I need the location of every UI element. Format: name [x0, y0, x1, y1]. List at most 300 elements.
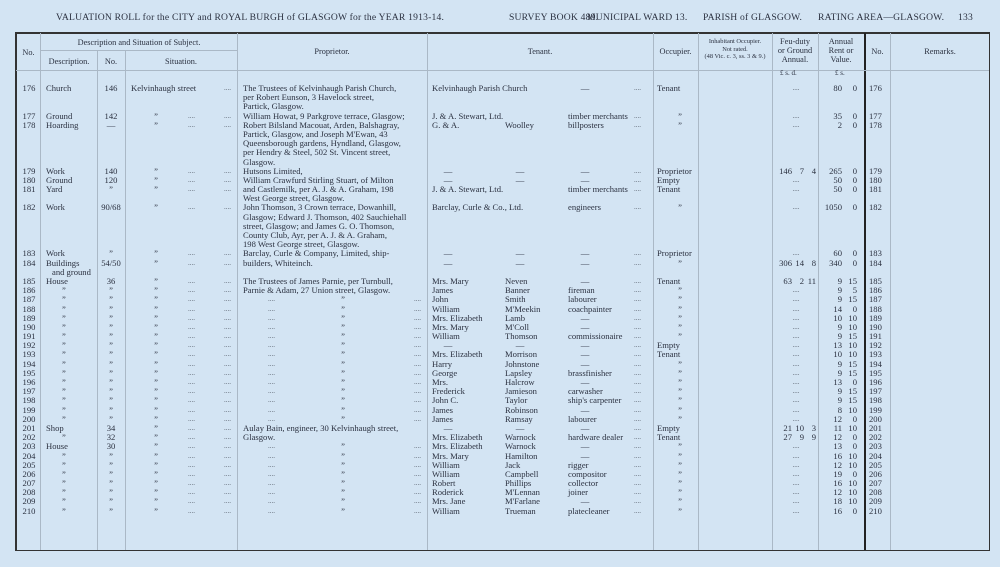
leader-dots: .... [224, 368, 231, 377]
occupier: ” [678, 367, 682, 378]
occupier: ” [678, 303, 682, 314]
entry-number-right: 206 [869, 468, 882, 479]
tenant-occupation: rigger [568, 459, 589, 470]
annual-value-pounds: 16 [833, 478, 842, 489]
feu-duty-pence: 4 [811, 165, 816, 176]
annual-value-shillings: 15 [848, 386, 857, 397]
annual-value-pounds: 60 [833, 248, 842, 259]
leader-dots: .... [634, 451, 641, 460]
description: ” [62, 358, 66, 369]
tenant-occupation: — [580, 340, 590, 351]
description: ” [62, 377, 66, 387]
occupier: Tenant [657, 184, 681, 195]
situation-ditto: ” [154, 367, 158, 378]
leader-dots: .... [224, 166, 231, 175]
occupier: ” [678, 386, 682, 397]
entry-number: 206 [22, 468, 36, 479]
table-row [0, 112, 1000, 121]
tenant-first-name: James [432, 285, 454, 296]
leader-dots: .... [188, 120, 195, 129]
feu-duty-shillings: 9 [799, 432, 804, 443]
entry-number: 201 [22, 422, 36, 433]
leader-dots: .... [414, 488, 421, 497]
street-number: ” [109, 349, 113, 360]
tenant-first-name: James [432, 413, 454, 424]
tenant-first-name: Barclay, Curle & Co., Ltd. [432, 202, 524, 213]
street-number: ” [109, 413, 113, 424]
occupier: ” [678, 312, 682, 323]
situation-ditto: ” [154, 174, 158, 185]
leader-dots: .... [188, 460, 195, 469]
description: ” [62, 321, 66, 332]
entry-number: 208 [22, 487, 36, 498]
proprietor-ditto: ” [341, 459, 345, 470]
situation: Kelvinhaugh street [131, 83, 197, 93]
tenant-occupation: joiner [568, 487, 589, 498]
leader-dots: .... [268, 350, 275, 359]
leader-dots: .... [414, 451, 421, 460]
leader-dots: .... [224, 359, 231, 368]
tenant-surname: — [515, 340, 525, 351]
table-row-continuation [0, 213, 1000, 222]
leader-dots: .... [268, 332, 275, 341]
description: Church [46, 83, 72, 93]
tenant-first-name: John [432, 294, 449, 305]
street-number: 142 [104, 110, 118, 121]
col-header-number: No. [104, 57, 118, 66]
proprietor: John Thomson, 3 Crown terrace, Dowanhill, [243, 202, 397, 213]
situation-ditto: ” [154, 478, 158, 489]
table-row-continuation [0, 222, 1000, 231]
occupier: Tenant [657, 349, 681, 360]
leader-dots: .... [268, 359, 275, 368]
leader-dots: .... [268, 506, 275, 515]
leader-dots: .... [268, 488, 275, 497]
leader-dots: .... [414, 341, 421, 350]
situation-ditto: ” [154, 358, 158, 369]
annual-value-shillings: 10 [848, 478, 857, 489]
proprietor: The Trustees of Kelvinhaugh Parish Church, [243, 83, 397, 93]
feu-duty-empty: .... [792, 396, 800, 405]
table-row-continuation [0, 231, 1000, 240]
description: ” [62, 367, 66, 378]
situation-ditto: ” [154, 110, 158, 121]
table-row [0, 277, 1000, 286]
leader-dots: .... [188, 378, 195, 386]
feu-duty-empty: .... [792, 405, 800, 414]
entry-number-right: 188 [869, 303, 882, 314]
tenant-first-name: Mrs. Elizabeth [432, 441, 483, 452]
tenant-surname: — [515, 422, 525, 433]
annual-value-shillings: 15 [848, 367, 857, 378]
proprietor: Robert Bilsland Macouat, Arden, Balshagray, [243, 119, 400, 130]
annual-value-pounds: 9 [837, 275, 842, 286]
occupier: ” [678, 496, 682, 507]
tenant-surname: Phillips [505, 478, 532, 489]
proprietor-ditto: ” [341, 496, 345, 507]
annual-value-shillings: 10 [848, 321, 857, 332]
leader-dots: .... [188, 295, 195, 304]
proprietor: 198 West George street, Glasgow. [243, 239, 360, 250]
tenant-occupation: platecleaner [568, 505, 610, 516]
tenant-occupation: brassfinisher [568, 367, 612, 378]
annual-value-pounds: 16 [833, 450, 842, 461]
occupier: Tenant [657, 275, 681, 286]
leader-dots: .... [634, 350, 641, 359]
feu-line-3: Annual. [781, 55, 809, 64]
annual-value-pounds: 12 [833, 432, 842, 443]
occupier: ” [678, 404, 682, 415]
leader-dots: .... [188, 442, 195, 451]
survey-book: SURVEY BOOK 489. [509, 12, 599, 23]
leader-dots: .... [188, 414, 195, 423]
tenant-first-name: J. & A. Stewart, Ltd. [432, 184, 504, 195]
occupier: Tenant [657, 432, 681, 443]
leader-dots: .... [634, 479, 641, 488]
tenant-first-name: G. & A. [432, 119, 460, 130]
description: Ground [46, 174, 73, 185]
leader-dots: .... [414, 497, 421, 506]
annual-value-pounds: 9 [837, 285, 842, 296]
tenant-occupation: commissionaire [568, 331, 623, 342]
leader-dots: .... [268, 378, 275, 386]
proprietor: William Howat, 9 Parkgrove terrace, Glasgow; [243, 110, 405, 121]
feu-duty-empty: .... [792, 313, 800, 322]
feu-duty-pounds: 27 [783, 432, 792, 443]
feu-duty-empty: .... [792, 249, 800, 258]
entry-number-right: 201 [869, 422, 882, 433]
tenant-first-name: — [443, 174, 453, 185]
tenant-first-name: — [443, 340, 453, 351]
leader-dots: .... [224, 350, 231, 359]
annual-value-shillings: 0 [852, 303, 857, 314]
leader-dots: .... [414, 396, 421, 405]
street-number: 146 [104, 83, 118, 93]
leader-dots: .... [224, 175, 231, 184]
leader-dots: .... [188, 313, 195, 322]
entry-number: 177 [22, 110, 36, 121]
leader-dots: .... [634, 111, 641, 120]
tenant-first-name: — [443, 165, 453, 176]
occupier: ” [678, 294, 682, 305]
municipal-ward: MUNICIPAL WARD 13. [587, 12, 688, 23]
entry-number-right: 177 [869, 110, 882, 121]
feu-duty-empty: .... [792, 497, 800, 506]
annual-value-shillings: 0 [852, 257, 857, 268]
entry-number-right: 209 [869, 496, 882, 507]
table-row [0, 507, 1000, 516]
description: ” [62, 349, 66, 360]
description: ” [62, 285, 66, 296]
leader-dots: .... [414, 387, 421, 396]
leader-dots: .... [188, 175, 195, 184]
entry-number-right: 186 [869, 285, 882, 296]
annual-value-shillings: 15 [848, 395, 857, 406]
tenant-occupation: carwasher [568, 386, 603, 397]
feu-duty-pounds: 146 [779, 165, 792, 176]
entry-number-right: 184 [869, 257, 882, 268]
proprietor: Hutsons Limited, [243, 165, 303, 176]
col-header-feu-duty [772, 37, 818, 64]
feu-duty-empty: .... [792, 286, 800, 295]
leader-dots: .... [188, 286, 195, 295]
entry-number: 181 [22, 184, 36, 195]
annual-value-pounds: 265 [829, 165, 842, 176]
tenant-surname: Banner [505, 285, 530, 296]
leader-dots: .... [634, 203, 641, 212]
tenant-first-name: — [443, 422, 453, 433]
tenant-surname: Woolley [505, 119, 534, 130]
occupier: Proprietor [657, 165, 692, 176]
annual-value-shillings: 0 [852, 119, 857, 130]
annual-value-shillings: 15 [848, 358, 857, 369]
feu-duty-empty: .... [792, 111, 800, 120]
annual-value-pounds: 50 [833, 174, 842, 185]
leader-dots: .... [634, 120, 641, 129]
entry-number: 195 [22, 367, 36, 378]
tenant-surname: Taylor [505, 395, 528, 406]
entry-number-right: 198 [869, 395, 882, 406]
leader-dots: .... [268, 396, 275, 405]
tenant-occupation: — [580, 422, 590, 433]
proprietor-ditto: ” [341, 340, 345, 351]
entry-number-right: 189 [869, 312, 882, 323]
leader-dots: .... [414, 368, 421, 377]
entry-number-right: 196 [869, 377, 882, 387]
tenant-surname: Jack [505, 459, 521, 470]
table-row-continuation [0, 139, 1000, 148]
situation-ditto: ” [154, 487, 158, 498]
annual-value-pounds: 12 [833, 459, 842, 470]
leader-dots: .... [414, 442, 421, 451]
proprietor-ditto: ” [341, 349, 345, 360]
situation-ditto: ” [154, 294, 158, 305]
tenant-occupation: — [580, 275, 590, 286]
annual-value-shillings: 0 [852, 432, 857, 443]
annual-line-1: Annual [828, 37, 854, 46]
proprietor-ditto: ” [341, 386, 345, 397]
leader-dots: .... [634, 304, 641, 313]
tenant-surname: M'Coll [505, 321, 529, 332]
occupier: Empty [657, 422, 680, 433]
leader-dots: .... [188, 423, 195, 432]
entry-number: 179 [22, 165, 36, 176]
situation-ditto: ” [154, 377, 158, 387]
tenant-first-name: — [443, 257, 453, 268]
description: ” [62, 294, 66, 305]
leader-dots: .... [634, 276, 641, 285]
tenant-first-name: Mrs. [432, 377, 448, 387]
leader-dots: .... [188, 258, 195, 267]
tenant-occupation: labourer [568, 294, 597, 305]
annual-value-shillings: 10 [848, 487, 857, 498]
annual-value-pounds: 35 [833, 110, 842, 121]
feu-line-2: or Ground [777, 46, 813, 55]
proprietor-ditto: ” [341, 367, 345, 378]
annual-value-shillings: 10 [848, 404, 857, 415]
col-header-no: No. [22, 48, 35, 57]
situation-ditto: ” [154, 496, 158, 507]
leader-dots: .... [224, 276, 231, 285]
description: House [46, 275, 68, 286]
entry-number-right: 181 [869, 184, 882, 195]
occupier: ” [678, 505, 682, 516]
leader-dots: .... [634, 488, 641, 497]
entry-number: 185 [22, 275, 36, 286]
occupier: ” [678, 119, 682, 130]
proprietor: Barclay, Curle & Company, Limited, ship- [243, 248, 390, 259]
situation-ditto: ” [154, 331, 158, 342]
page-number: 133 [958, 12, 973, 23]
proprietor: Glasgow. [243, 432, 276, 443]
tenant-surname: Smith [505, 294, 526, 305]
col-header-remarks: Remarks. [924, 47, 956, 56]
leader-dots: .... [268, 460, 275, 469]
annual-value-pounds: 12 [833, 413, 842, 424]
entry-number-right: 199 [869, 404, 882, 415]
leader-dots: .... [634, 442, 641, 451]
leader-dots: .... [634, 84, 641, 92]
leader-dots: .... [224, 423, 231, 432]
tenant-occupation: — [580, 441, 590, 452]
entry-number: 202 [22, 432, 36, 443]
feu-duty-empty: .... [792, 378, 800, 386]
entry-number: 197 [22, 386, 36, 397]
header-subrule [41, 50, 237, 51]
leader-dots: .... [414, 350, 421, 359]
feu-duty-empty: .... [792, 350, 800, 359]
description: ” [62, 505, 66, 516]
street-number: ” [109, 358, 113, 369]
entry-number-right: 192 [869, 340, 882, 351]
description: ” [62, 340, 66, 351]
annual-value-shillings: 15 [848, 331, 857, 342]
table-row [0, 259, 1000, 268]
leader-dots: .... [634, 332, 641, 341]
table-row [0, 424, 1000, 433]
leader-dots: .... [414, 460, 421, 469]
entry-number: 203 [22, 441, 36, 452]
leader-dots: .... [634, 469, 641, 478]
feu-duty-empty: .... [792, 451, 800, 460]
feu-duty-pence: 9 [811, 432, 816, 443]
leader-dots: .... [634, 497, 641, 506]
leader-dots: .... [224, 120, 231, 129]
entry-number-right: 187 [869, 294, 882, 305]
entry-number-right: 200 [869, 413, 882, 424]
street-number: ” [109, 321, 113, 332]
description: ” [62, 459, 66, 470]
proprietor-ditto: ” [341, 312, 345, 323]
leader-dots: .... [224, 341, 231, 350]
leader-dots: .... [268, 322, 275, 331]
feu-duty-empty: .... [792, 359, 800, 368]
street-number: 90/68 [101, 202, 121, 213]
table-row-continuation [0, 240, 1000, 249]
annual-value-shillings: 10 [848, 459, 857, 470]
annual-value-shillings: 0 [852, 441, 857, 452]
occupier: ” [678, 459, 682, 470]
annual-line-2: Rent or [828, 46, 854, 55]
tenant-occupation: — [580, 174, 590, 185]
situation-ditto: ” [154, 459, 158, 470]
street-number: ” [109, 386, 113, 397]
leader-dots: .... [224, 258, 231, 267]
proprietor: County Club, Ayr, per A. J. & A. Graham, [243, 230, 387, 240]
leader-dots: .... [224, 304, 231, 313]
leader-dots: .... [268, 405, 275, 414]
leader-dots: .... [414, 414, 421, 423]
leader-dots: .... [634, 313, 641, 322]
feu-duty-empty: .... [792, 442, 800, 451]
tenant-first-name: Harry [432, 358, 453, 369]
situation-ditto: ” [154, 505, 158, 516]
tenant-first-name: William [432, 459, 460, 470]
tenant-first-name: Mrs. Jane [432, 496, 466, 507]
tenant-occupation: ship's carpenter [568, 395, 622, 406]
entry-number-right: 207 [869, 478, 882, 489]
occupier: ” [678, 450, 682, 461]
table-row-continuation [0, 93, 1000, 102]
leader-dots: .... [188, 350, 195, 359]
occupier: ” [678, 487, 682, 498]
feu-duty-empty: .... [792, 295, 800, 304]
col-header-description-group: Description and Situation of Subject. [77, 38, 201, 47]
leader-dots: .... [268, 479, 275, 488]
leader-dots: .... [634, 258, 641, 267]
street-number: ” [109, 285, 113, 296]
tenant-surname: — [515, 174, 525, 185]
feu-duty-pounds: 306 [779, 257, 792, 268]
street-number: ” [109, 294, 113, 305]
leader-dots: .... [268, 295, 275, 304]
leader-dots: .... [224, 378, 231, 386]
leader-dots: .... [634, 185, 641, 194]
leader-dots: .... [224, 451, 231, 460]
leader-dots: .... [414, 322, 421, 331]
leader-dots: .... [224, 488, 231, 497]
street-number: 36 [106, 275, 116, 286]
proprietor: street, Glasgow; and James G. O. Thomson, [243, 220, 395, 231]
occupier: ” [678, 110, 682, 121]
situation-ditto: ” [154, 468, 158, 479]
leader-dots: .... [268, 469, 275, 478]
street-number: ” [109, 505, 113, 516]
entry-number: 196 [22, 377, 36, 387]
leader-dots: .... [224, 460, 231, 469]
proprietor: builders, Whiteinch. [243, 257, 313, 268]
col-header-inhabitant [698, 38, 772, 61]
table-row [0, 203, 1000, 212]
situation-ditto: ” [154, 119, 158, 130]
proprietor-ditto: ” [341, 478, 345, 489]
table-row [0, 167, 1000, 176]
occupier: ” [678, 285, 682, 296]
feu-duty-shillings: 10 [795, 422, 804, 433]
entry-number: 187 [22, 294, 36, 305]
entry-number-right: 182 [869, 202, 882, 213]
tenant-occupation: — [580, 312, 590, 323]
leader-dots: .... [414, 506, 421, 515]
entry-number-right: 210 [869, 505, 882, 516]
proprietor: and Castlemilk, per A. J. & A. Graham, 198 [243, 184, 394, 195]
tenant-first-name: Mrs. Mary [432, 275, 469, 286]
col-header-proprietor: Proprietor. [314, 47, 350, 56]
table-row [0, 369, 1000, 378]
leader-dots: .... [634, 249, 641, 258]
leader-dots: .... [268, 451, 275, 460]
entry-number: 207 [22, 478, 36, 489]
